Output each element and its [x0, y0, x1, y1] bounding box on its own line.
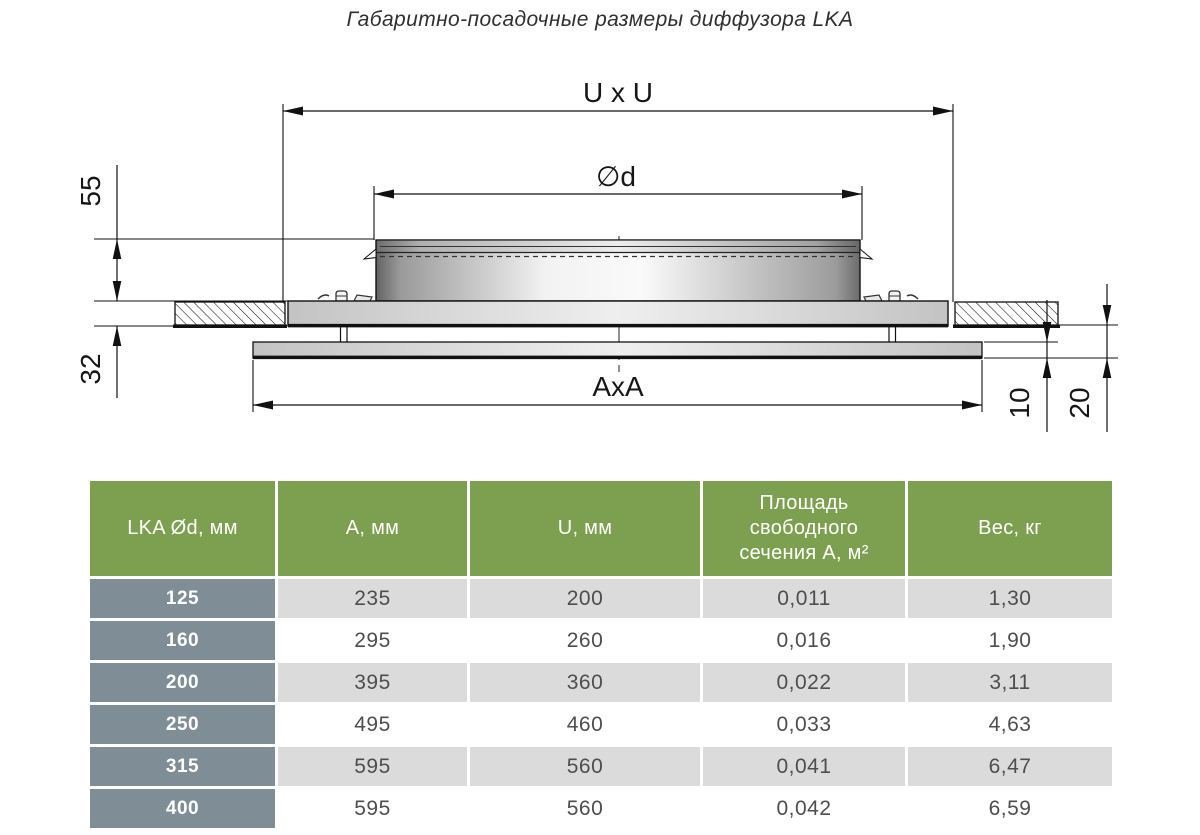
- table-cell: 495: [278, 705, 467, 744]
- table-cell: 560: [470, 747, 700, 786]
- table-cell: 260: [470, 621, 700, 660]
- ceiling-hatch-left: [173, 302, 287, 326]
- mounting-clips-right: [864, 291, 918, 301]
- table-cell: 460: [470, 705, 700, 744]
- table-cell: 0,016: [703, 621, 905, 660]
- row-diameter-cell: 315: [90, 747, 275, 786]
- table-cell: 560: [470, 789, 700, 828]
- mounting-clips-left: [318, 291, 372, 301]
- table-cell: 0,041: [703, 747, 905, 786]
- diffuser-plate: [253, 342, 982, 358]
- collar-lip-left: [364, 249, 376, 259]
- dim-label-20: 20: [1064, 387, 1095, 419]
- dim-label-10: 10: [1004, 387, 1035, 419]
- table-cell: 595: [278, 789, 467, 828]
- table-cell: 4,63: [908, 705, 1112, 744]
- table-cell: 3,11: [908, 663, 1112, 702]
- table-cell: 1,90: [908, 621, 1112, 660]
- row-diameter-cell: 200: [90, 663, 275, 702]
- dim-label-55: 55: [75, 175, 106, 207]
- table-cell: 1,30: [908, 579, 1112, 618]
- flange-plate: [288, 301, 948, 326]
- column-header-weight: Вес, кг: [908, 481, 1112, 576]
- table-cell: 595: [278, 747, 467, 786]
- dim-a-x-a: [253, 360, 982, 412]
- dim-label-uxu: U x U: [583, 77, 653, 108]
- table-cell: 360: [470, 663, 700, 702]
- table-cell: 0,011: [703, 579, 905, 618]
- dim-label-32: 32: [75, 353, 106, 385]
- dimensions-table: [90, 481, 1115, 828]
- table-cell: 200: [470, 579, 700, 618]
- column-header-u: U, мм: [470, 481, 700, 576]
- row-diameter-cell: 400: [90, 789, 275, 828]
- dim-diameter: [374, 161, 862, 240]
- duct-collar: [364, 240, 872, 301]
- dim-label-axa: AxA: [592, 371, 644, 402]
- table-cell: 395: [278, 663, 467, 702]
- stems: [341, 327, 896, 343]
- row-diameter-cell: 250: [90, 705, 275, 744]
- row-diameter-cell: 125: [90, 579, 275, 618]
- table-cell: 295: [278, 621, 467, 660]
- table-cell: 6,59: [908, 789, 1112, 828]
- table-cell: 0,042: [703, 789, 905, 828]
- page-title: Габаритно-посадочные размеры диффузора LKA: [346, 8, 854, 31]
- table-cell: 0,022: [703, 663, 905, 702]
- dim-32: [75, 326, 175, 398]
- table-cell: 0,033: [703, 705, 905, 744]
- table-cell: 6,47: [908, 747, 1112, 786]
- column-header-free-area: Площадь свободного сечения А, м²: [703, 481, 905, 576]
- column-header-a: А, мм: [278, 481, 467, 576]
- dim-55: [75, 165, 374, 301]
- dim-label-diameter: ∅d: [596, 161, 636, 192]
- row-diameter-cell: 160: [90, 621, 275, 660]
- collar-lip-right: [860, 249, 872, 259]
- column-header-diameter: LKA Ød, мм: [90, 481, 275, 576]
- table-cell: 235: [278, 579, 467, 618]
